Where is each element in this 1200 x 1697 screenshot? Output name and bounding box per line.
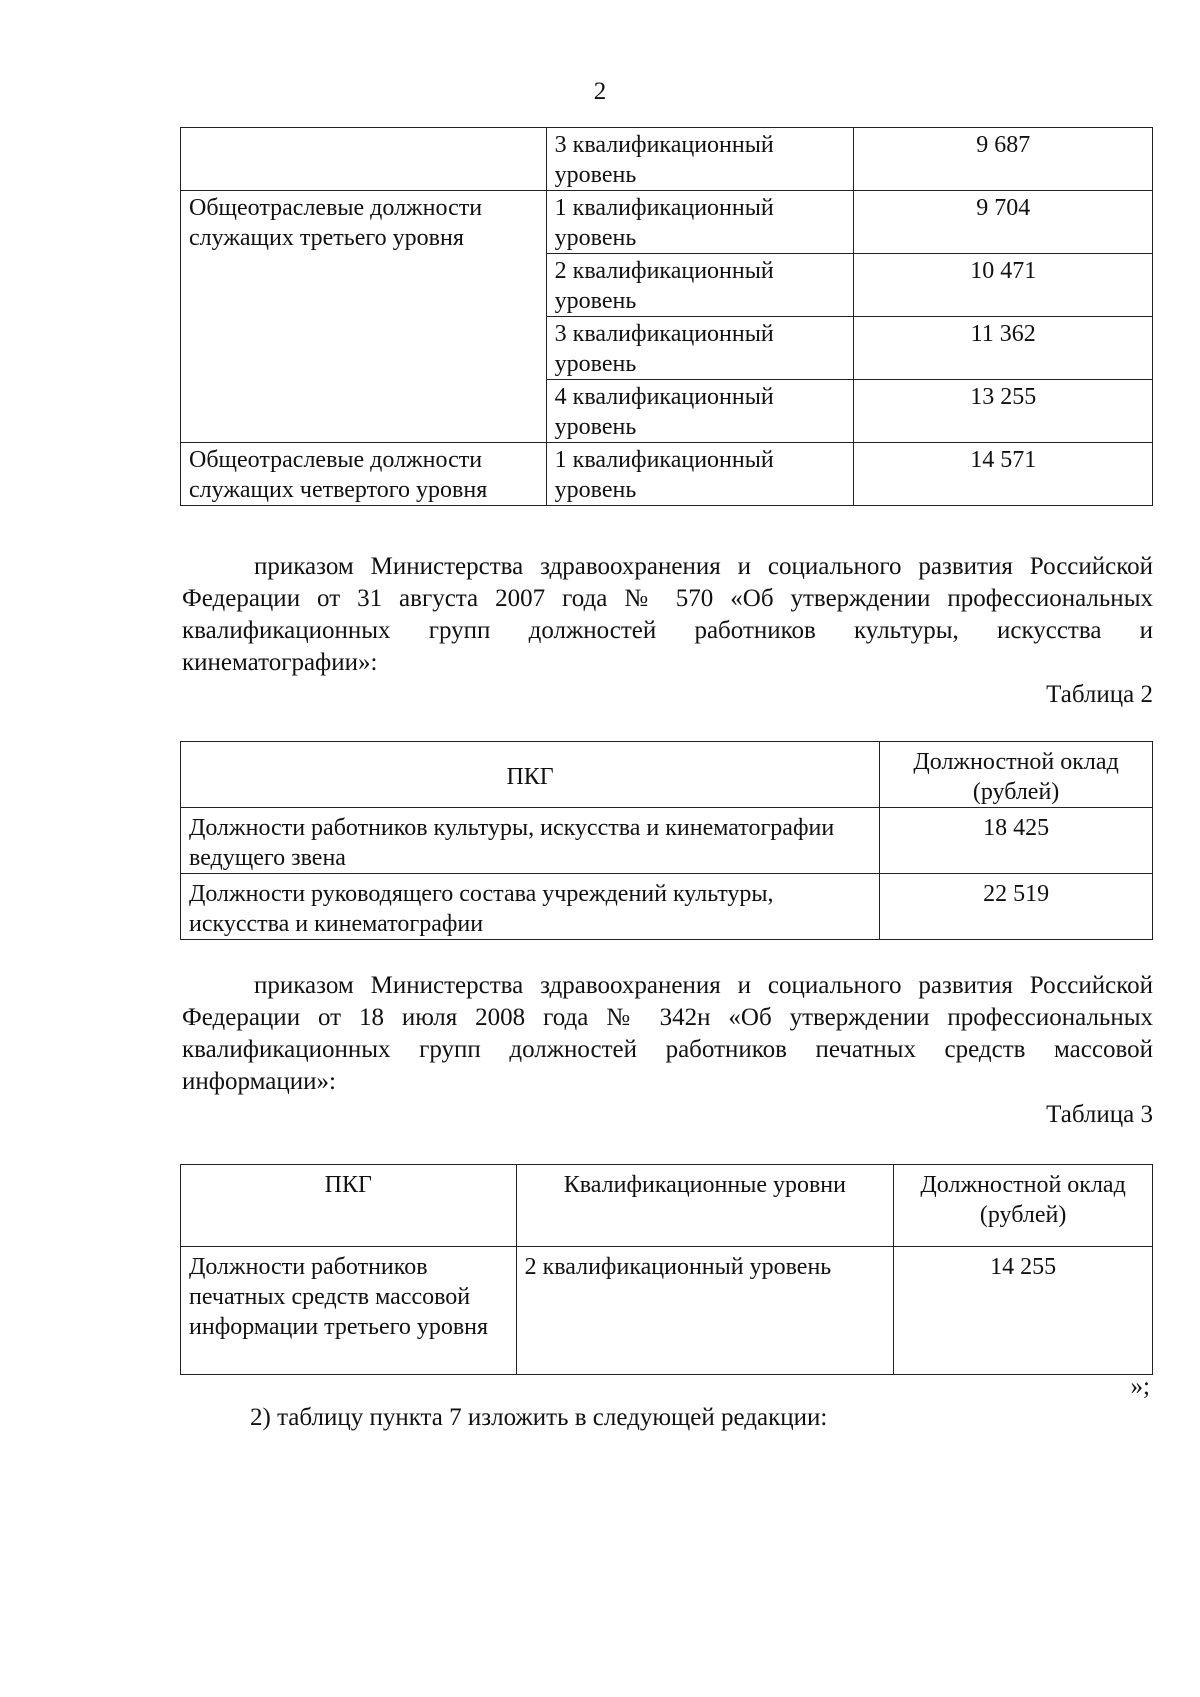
table-row: [181, 874, 1153, 940]
table3-header-pkg: ПКГ: [181, 1165, 517, 1247]
table1-level-cell: 1 квалификационный уровень: [546, 191, 854, 254]
table3-salary-cell: 14 255: [894, 1247, 1153, 1375]
table1-group-cell: [181, 128, 547, 191]
table1-salary-cell: 9 704: [854, 191, 1153, 254]
table1-level-cell: 4 квалификационный уровень: [546, 380, 854, 443]
salary-table-3: [180, 1164, 1153, 1375]
table1-group-cell: Общеотраслевые должности служащих третьего уровня: [181, 191, 547, 443]
table-row: [181, 191, 1153, 254]
table3-header-salary: Должностной оклад (рублей): [894, 1165, 1153, 1247]
table1-level-cell: 1 квалификационный уровень: [546, 443, 854, 506]
table-row: [181, 808, 1153, 874]
table2-pkg-cell: Должности работников культуры, искусства и кинематографии ведущего звена: [181, 808, 880, 874]
page-number: 2: [593, 78, 607, 105]
table2-salary-cell: 22 519: [880, 874, 1153, 940]
table3-header-level: Квалификационные уровни: [516, 1165, 894, 1247]
table2-caption: Таблица 2: [1046, 681, 1153, 708]
table2-pkg-cell: Должности руководящего состава учреждений культуры, искусства и кинематографии: [181, 874, 880, 940]
salary-table-2: [180, 741, 1153, 940]
paragraph-order-342n: приказом Министерства здравоохранения и социального развития Российской Федерации от 18 июля 2008 года № 342н «Об утверждении профессиональных квалификационных групп должностей работников печатных средств массовой информации»:: [182, 972, 1153, 1095]
table3-caption: Таблица 3: [1046, 1101, 1153, 1128]
table-row: [181, 128, 1153, 191]
table1-salary-cell: 11 362: [854, 317, 1153, 380]
item-2-text: 2) таблицу пункта 7 изложить в следующей редакции:: [250, 1404, 828, 1431]
paragraph-order-570: приказом Министерства здравоохранения и социального развития Российской Федерации от 31 августа 2007 года № 570 «Об утверждении профессиональных квалификационных групп должностей работников культуры, искусства и кинематографии»:: [182, 553, 1153, 676]
table3-level-cell: 2 квалификационный уровень: [516, 1247, 894, 1375]
table2-salary-cell: 18 425: [880, 808, 1153, 874]
table1-salary-cell: 10 471: [854, 254, 1153, 317]
salary-table-1: [180, 127, 1153, 506]
table1-level-cell: 3 квалификационный уровень: [546, 317, 854, 380]
table1-level-cell: 2 квалификационный уровень: [546, 254, 854, 317]
table-row: [181, 443, 1153, 506]
table1-salary-cell: 9 687: [854, 128, 1153, 191]
table1-group-cell: Общеотраслевые должности служащих четвертого уровня: [181, 443, 547, 506]
table-header-row: [181, 742, 1153, 808]
closing-quote: »;: [1130, 1373, 1150, 1400]
table-row: [181, 1247, 1153, 1375]
table1-salary-cell: 14 571: [854, 443, 1153, 506]
table2-header-pkg: ПКГ: [181, 742, 880, 808]
table1-salary-cell: 13 255: [854, 380, 1153, 443]
table1-level-cell: 3 квалификационный уровень: [546, 128, 854, 191]
table-header-row: [181, 1165, 1153, 1247]
table2-header-salary: Должностной оклад (рублей): [880, 742, 1153, 808]
table3-pkg-cell: Должности работников печатных средств массовой информации третьего уровня: [181, 1247, 517, 1375]
